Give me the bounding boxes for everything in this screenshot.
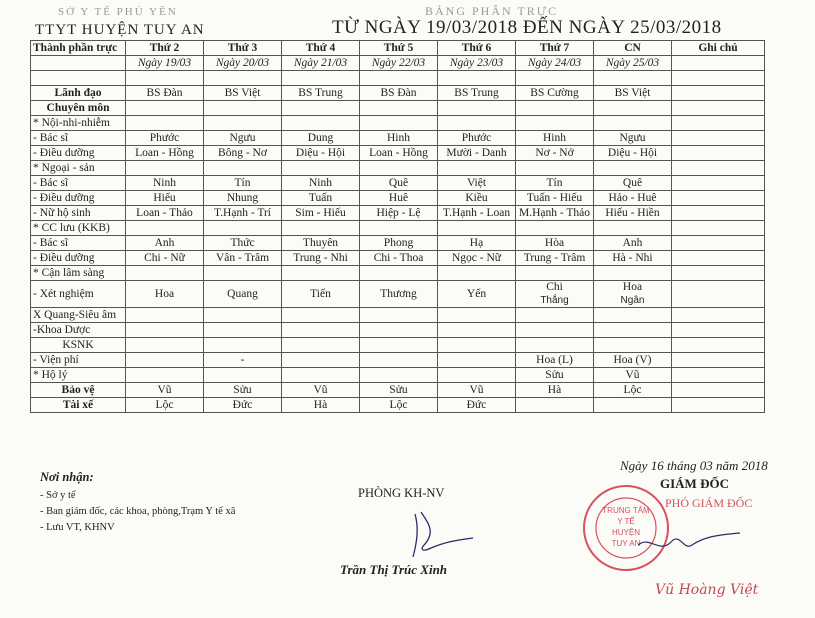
- schedule-cell: [360, 161, 438, 176]
- row-label: X Quang-Siêu âm: [31, 308, 126, 323]
- column-date: Ngày 20/03: [204, 56, 282, 71]
- notes-cell: [672, 368, 765, 383]
- recipient-item: - Ban giám đốc, các khoa, phòng,Trạm Y tế xã: [40, 506, 236, 517]
- schedule-cell: Huê: [360, 191, 438, 206]
- schedule-cell: [360, 116, 438, 131]
- table-row: [31, 86, 765, 101]
- row-label: * Ngoại - sản: [31, 161, 126, 176]
- notes-cell: [672, 353, 765, 368]
- schedule-cell: Đức: [438, 398, 516, 413]
- column-header-notes: Ghi chú: [672, 41, 765, 56]
- schedule-cell: Thức: [204, 236, 282, 251]
- column-header-day: CN: [594, 41, 672, 56]
- table-row: [31, 131, 765, 146]
- schedule-cell: Bông - Nơ: [204, 146, 282, 161]
- table-row: [31, 383, 765, 398]
- schedule-cell: [516, 221, 594, 236]
- schedule-cell: [204, 161, 282, 176]
- table-cell: [672, 56, 765, 71]
- row-label: - Viện phí: [31, 353, 126, 368]
- schedule-cell: Phong: [360, 236, 438, 251]
- schedule-cell: [282, 308, 360, 323]
- row-label: - Bác sĩ: [31, 131, 126, 146]
- schedule-cell: [282, 323, 360, 338]
- recipient-item: - Lưu VT, KHNV: [40, 522, 115, 533]
- table-row: [31, 191, 765, 206]
- table-row: [31, 176, 765, 191]
- schedule-cell: Vũ: [282, 383, 360, 398]
- table-row: [31, 161, 765, 176]
- schedule-cell: [126, 266, 204, 281]
- notes-cell: [672, 281, 765, 308]
- table-row: [31, 398, 765, 413]
- row-label: Tài xế: [31, 398, 126, 413]
- schedule-cell: Phước: [438, 131, 516, 146]
- schedule-cell: [516, 323, 594, 338]
- schedule-cell: [516, 398, 594, 413]
- notes-cell: [672, 251, 765, 266]
- schedule-cell: [516, 266, 594, 281]
- schedule-cell: [204, 323, 282, 338]
- notes-cell: [672, 86, 765, 101]
- table-cell: [516, 71, 594, 86]
- schedule-cell: Ninh: [282, 176, 360, 191]
- row-label: * CC lưu (KKB): [31, 221, 126, 236]
- column-date: Ngày 19/03: [126, 56, 204, 71]
- schedule-cell: [594, 398, 672, 413]
- schedule-cell: [282, 101, 360, 116]
- schedule-cell: Hoa (L): [516, 353, 594, 368]
- organization-name: TTYT HUYỆN TUY AN: [35, 22, 205, 38]
- schedule-cell: Kiều: [438, 191, 516, 206]
- schedule-cell: Lộc: [360, 398, 438, 413]
- schedule-cell: Tín: [516, 176, 594, 191]
- schedule-cell: BS Đàn: [126, 86, 204, 101]
- table-row: [31, 323, 765, 338]
- department-signature: [395, 502, 485, 564]
- schedule-cell: [126, 221, 204, 236]
- schedule-cell: Hoa: [126, 281, 204, 308]
- schedule-cell: [126, 101, 204, 116]
- schedule-cell: Tuấn - Hiếu: [516, 191, 594, 206]
- row-label: - Xét nghiệm: [31, 281, 126, 308]
- schedule-cell: Trung - Nhi: [282, 251, 360, 266]
- column-header-duty: Thành phần trực: [31, 41, 126, 56]
- notes-cell: [672, 221, 765, 236]
- notes-cell: [672, 146, 765, 161]
- column-header-day: Thứ 6: [438, 41, 516, 56]
- faint-ministry-label: SỞ Y TẾ PHÚ YÊN: [58, 6, 178, 18]
- schedule-title: TỪ NGÀY 19/03/2018 ĐẾN NGÀY 25/03/2018: [332, 17, 722, 38]
- signing-date: Ngày 16 tháng 03 năm 2018: [620, 458, 768, 473]
- schedule-cell: Ngưu: [204, 131, 282, 146]
- schedule-cell: Vũ: [438, 383, 516, 398]
- seal-text: TUY AN: [611, 539, 641, 548]
- notes-cell: [672, 308, 765, 323]
- schedule-cell: Hinh: [360, 131, 438, 146]
- schedule-cell: [126, 353, 204, 368]
- table-row: [31, 266, 765, 281]
- row-label: * Nội-nhi-nhiễm: [31, 116, 126, 131]
- schedule-cell: [594, 101, 672, 116]
- schedule-cell: Lộc: [594, 383, 672, 398]
- row-label: - Điều dưỡng: [31, 191, 126, 206]
- schedule-cell: Thuyên: [282, 236, 360, 251]
- schedule-cell: [516, 161, 594, 176]
- cell-line: Hoa: [622, 281, 643, 293]
- schedule-cell: [126, 368, 204, 383]
- schedule-cell: [438, 323, 516, 338]
- column-date: Ngày 21/03: [282, 56, 360, 71]
- recipients-title: Nơi nhận:: [40, 470, 94, 484]
- schedule-cell: [282, 338, 360, 353]
- schedule-cell: Hòa: [516, 236, 594, 251]
- schedule-cell: Sửu: [360, 383, 438, 398]
- schedule-cell: [126, 116, 204, 131]
- column-header-day: Thứ 2: [126, 41, 204, 56]
- director-title: GIÁM ĐỐC: [660, 476, 729, 491]
- schedule-cell: BS Đàn: [360, 86, 438, 101]
- schedule-cell: [594, 323, 672, 338]
- schedule-cell: Vân - Trâm: [204, 251, 282, 266]
- schedule-cell: Trung - Trâm: [516, 251, 594, 266]
- schedule-cell: Đức: [204, 398, 282, 413]
- table-date-row: [31, 56, 765, 71]
- schedule-cell: [282, 161, 360, 176]
- cell-line: Ngân: [620, 295, 645, 306]
- schedule-cell: Hiếu - Hiền: [594, 206, 672, 221]
- department-signer-name: Trần Thị Trúc Xinh: [340, 562, 448, 577]
- recipient-item: - Sở y tế: [40, 490, 76, 501]
- schedule-cell: [126, 338, 204, 353]
- schedule-cell: [282, 266, 360, 281]
- schedule-cell: Vũ: [594, 368, 672, 383]
- table-row: [31, 116, 765, 131]
- schedule-cell: Hạ: [438, 236, 516, 251]
- schedule-cell: [438, 221, 516, 236]
- schedule-cell: Yến: [438, 281, 516, 308]
- schedule-cell: Ngưu: [594, 131, 672, 146]
- schedule-cell: BS Việt: [204, 86, 282, 101]
- row-label: KSNK: [31, 338, 126, 353]
- schedule-cell: Nhung: [204, 191, 282, 206]
- schedule-cell: Tín: [204, 176, 282, 191]
- schedule-cell: Anh: [594, 236, 672, 251]
- schedule-cell: [282, 221, 360, 236]
- schedule-cell: T.Hạnh - Loan: [438, 206, 516, 221]
- row-label: - Bác sĩ: [31, 176, 126, 191]
- schedule-cell: [360, 323, 438, 338]
- table-cell: [360, 71, 438, 86]
- schedule-cell: Chi - Nữ: [126, 251, 204, 266]
- schedule-cell: Hiệp - Lệ: [360, 206, 438, 221]
- deputy-director-title: PHÓ GIÁM ĐỐC: [665, 496, 753, 510]
- table-header-row: [31, 41, 765, 56]
- schedule-cell: T.Hạnh - Trí: [204, 206, 282, 221]
- schedule-cell: Quê: [360, 176, 438, 191]
- schedule-cell: [360, 101, 438, 116]
- row-label: - Điều dưỡng: [31, 251, 126, 266]
- schedule-cell: [204, 368, 282, 383]
- schedule-cell: Hoa (V): [594, 353, 672, 368]
- schedule-cell: [126, 323, 204, 338]
- table-row: [31, 281, 765, 308]
- table-cell: [594, 71, 672, 86]
- column-header-day: Thứ 3: [204, 41, 282, 56]
- schedule-cell: [594, 116, 672, 131]
- schedule-cell: [360, 353, 438, 368]
- schedule-cell: [438, 101, 516, 116]
- table-row: [31, 101, 765, 116]
- schedule-cell: Loan - Hồng: [126, 146, 204, 161]
- schedule-cell: Sửu: [516, 368, 594, 383]
- schedule-cell: Sửu: [204, 383, 282, 398]
- schedule-cell: [438, 338, 516, 353]
- table-cell: [204, 71, 282, 86]
- seal-text: TRUNG TÂM: [602, 506, 650, 515]
- schedule-cell: Quang: [204, 281, 282, 308]
- schedule-cell: [516, 101, 594, 116]
- schedule-cell: -: [204, 353, 282, 368]
- schedule-cell: Hiếu: [126, 191, 204, 206]
- column-date: Ngày 23/03: [438, 56, 516, 71]
- column-header-day: Thứ 7: [516, 41, 594, 56]
- row-label: Chuyên môn: [31, 101, 126, 116]
- schedule-cell: BS Trung: [438, 86, 516, 101]
- schedule-cell: Nơ - Nở: [516, 146, 594, 161]
- schedule-cell: Vũ: [126, 383, 204, 398]
- table-cell: [438, 71, 516, 86]
- recipients-block: [40, 470, 235, 533]
- schedule-cell: [360, 338, 438, 353]
- department-label: PHÒNG KH-NV: [358, 486, 445, 500]
- schedule-cell: Tuấn: [282, 191, 360, 206]
- schedule-cell: [204, 221, 282, 236]
- column-header-day: Thứ 4: [282, 41, 360, 56]
- schedule-cell: [360, 221, 438, 236]
- table-cell: [126, 71, 204, 86]
- director-signature: [630, 515, 750, 575]
- schedule-cell: Sim - Hiếu: [282, 206, 360, 221]
- table-cell: [282, 71, 360, 86]
- schedule-cell: [438, 368, 516, 383]
- schedule-cell: [204, 266, 282, 281]
- schedule-cell: Lộc: [126, 398, 204, 413]
- table-row: [31, 308, 765, 323]
- table-row: [31, 206, 765, 221]
- schedule-cell: [438, 116, 516, 131]
- schedule-cell: [516, 308, 594, 323]
- notes-cell: [672, 116, 765, 131]
- schedule-cell: Tiến: [282, 281, 360, 308]
- schedule-cell: Loan - Hồng: [360, 146, 438, 161]
- schedule-cell: [360, 368, 438, 383]
- schedule-cell: [516, 281, 594, 308]
- notes-cell: [672, 131, 765, 146]
- table-cell: [31, 71, 126, 86]
- notes-cell: [672, 236, 765, 251]
- schedule-cell: Anh: [126, 236, 204, 251]
- notes-cell: [672, 101, 765, 116]
- schedule-cell: [438, 161, 516, 176]
- row-label: - Bác sĩ: [31, 236, 126, 251]
- schedule-cell: Ninh: [126, 176, 204, 191]
- notes-cell: [672, 206, 765, 221]
- schedule-cell: [594, 266, 672, 281]
- schedule-cell: [594, 308, 672, 323]
- table-row: [31, 71, 765, 86]
- column-date: Ngày 25/03: [594, 56, 672, 71]
- column-header-day: Thứ 5: [360, 41, 438, 56]
- schedule-cell: [594, 221, 672, 236]
- schedule-cell: [360, 308, 438, 323]
- director-name: Vũ Hoàng Việt: [655, 582, 759, 598]
- table-row: [31, 338, 765, 353]
- row-label: * Hộ lý: [31, 368, 126, 383]
- schedule-cell: BS Cường: [516, 86, 594, 101]
- schedule-cell: [516, 116, 594, 131]
- schedule-cell: Mười - Danh: [438, 146, 516, 161]
- schedule-cell: Hà: [516, 383, 594, 398]
- row-label: -Khoa Dược: [31, 323, 126, 338]
- schedule-cell: [282, 353, 360, 368]
- table-cell: [31, 56, 126, 71]
- schedule-cell: [438, 266, 516, 281]
- table-row: [31, 251, 765, 266]
- row-label: - Nữ hộ sinh: [31, 206, 126, 221]
- duty-schedule-table: [30, 40, 765, 413]
- row-label: - Điều dưỡng: [31, 146, 126, 161]
- schedule-cell: [204, 116, 282, 131]
- row-label: Lãnh đạo: [31, 86, 126, 101]
- schedule-cell: Hảo - Huê: [594, 191, 672, 206]
- schedule-cell: BS Việt: [594, 86, 672, 101]
- cell-line: Chi: [546, 281, 563, 293]
- notes-cell: [672, 176, 765, 191]
- schedule-cell: Phước: [126, 131, 204, 146]
- schedule-cell: [594, 338, 672, 353]
- schedule-cell: Dung: [282, 131, 360, 146]
- schedule-cell: [282, 116, 360, 131]
- schedule-cell: Chi - Thoa: [360, 251, 438, 266]
- table-row: [31, 221, 765, 236]
- table-row: [31, 368, 765, 383]
- table-row: [31, 353, 765, 368]
- seal-text: Y TẾ: [617, 517, 635, 526]
- table-cell: [672, 71, 765, 86]
- schedule-cell: [126, 308, 204, 323]
- notes-cell: [672, 161, 765, 176]
- schedule-cell: Hà: [282, 398, 360, 413]
- column-date: Ngày 24/03: [516, 56, 594, 71]
- seal-text: HUYỆN: [611, 528, 641, 537]
- schedule-cell: [438, 353, 516, 368]
- table-row: [31, 146, 765, 161]
- notes-cell: [672, 338, 765, 353]
- notes-cell: [672, 383, 765, 398]
- schedule-cell: [594, 161, 672, 176]
- cell-line: Thắng: [540, 295, 569, 306]
- schedule-cell: Ngọc - Nữ: [438, 251, 516, 266]
- schedule-cell: M.Hạnh - Thảo: [516, 206, 594, 221]
- schedule-cell: [360, 266, 438, 281]
- schedule-cell: Hinh: [516, 131, 594, 146]
- schedule-cell: [516, 338, 594, 353]
- row-label: Bảo vệ: [31, 383, 126, 398]
- schedule-cell: Diệu - Hội: [282, 146, 360, 161]
- schedule-cell: Loan - Thảo: [126, 206, 204, 221]
- table-row: [31, 236, 765, 251]
- notes-cell: [672, 323, 765, 338]
- schedule-cell: [204, 101, 282, 116]
- schedule-cell: Quê: [594, 176, 672, 191]
- schedule-cell: [282, 368, 360, 383]
- schedule-cell: Việt: [438, 176, 516, 191]
- row-label: * Cận lâm sàng: [31, 266, 126, 281]
- schedule-cell: [594, 281, 672, 308]
- schedule-cell: [204, 308, 282, 323]
- faint-document-heading: BẢNG PHÂN TRỰC: [425, 4, 559, 18]
- schedule-cell: BS Trung: [282, 86, 360, 101]
- schedule-cell: Thương: [360, 281, 438, 308]
- schedule-cell: Hà - Nhi: [594, 251, 672, 266]
- schedule-cell: [438, 308, 516, 323]
- notes-cell: [672, 266, 765, 281]
- schedule-cell: Diệu - Hội: [594, 146, 672, 161]
- notes-cell: [672, 191, 765, 206]
- column-date: Ngày 22/03: [360, 56, 438, 71]
- notes-cell: [672, 398, 765, 413]
- schedule-cell: [126, 161, 204, 176]
- schedule-cell: [204, 338, 282, 353]
